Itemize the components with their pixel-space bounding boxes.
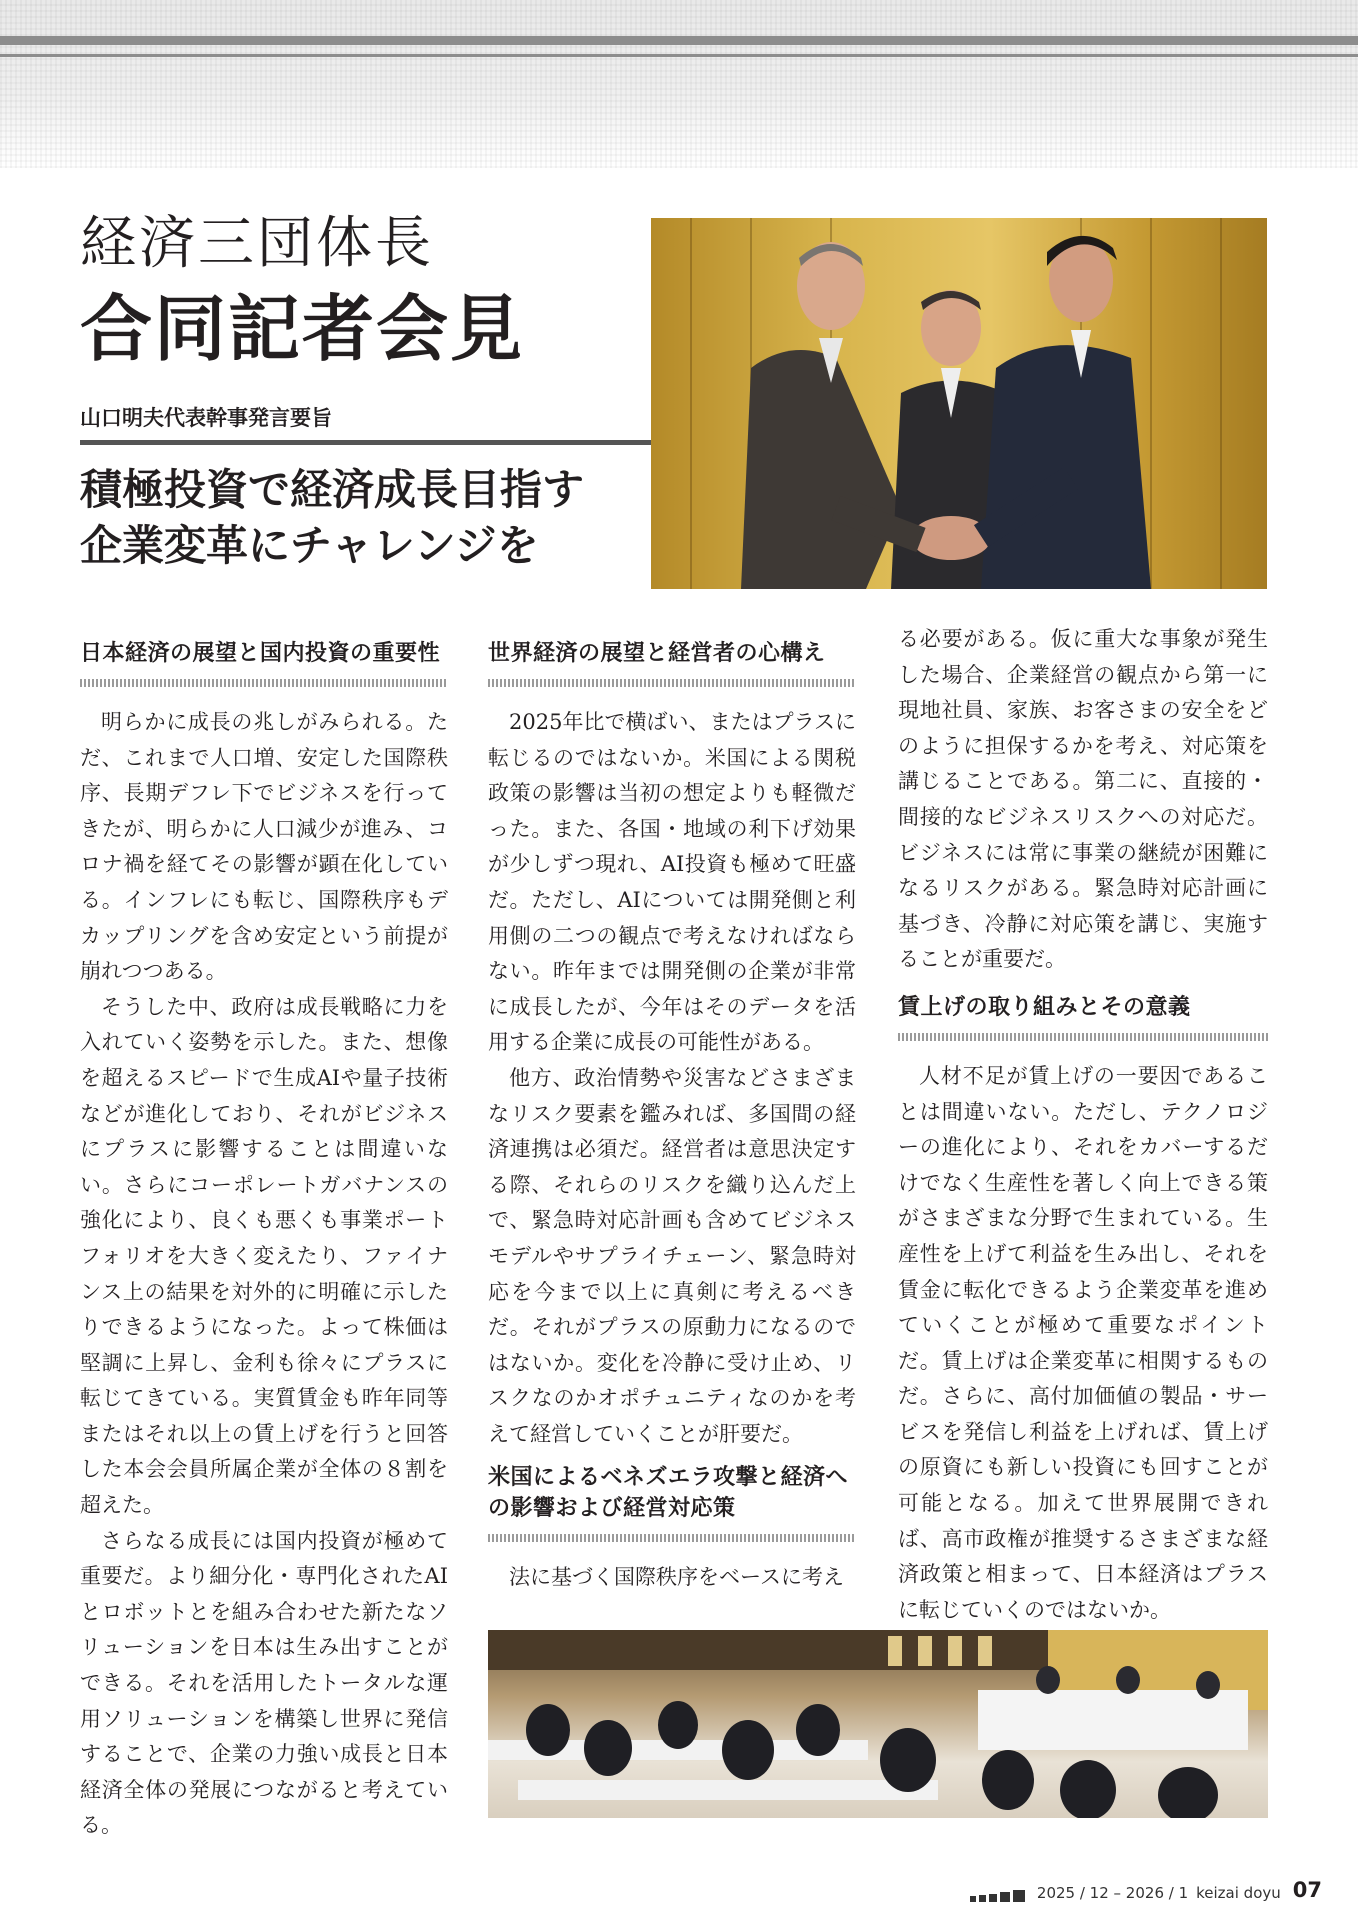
article-title-line1: 経済三団体長 xyxy=(80,211,434,276)
publication-name: keizai doyu xyxy=(1196,1884,1281,1902)
page-number: 07 xyxy=(1292,1878,1322,1902)
section-heading: 世界経済の展望と経営者の心構え xyxy=(488,641,826,666)
subhead-divider xyxy=(80,440,652,445)
section xyxy=(898,992,1268,1629)
section-divider xyxy=(488,679,856,687)
article-subhead: 山口明夫代表幹事発言要旨 xyxy=(80,406,332,430)
paragraph-continued: る必要がある。仮に重大な事象が発生した場合、企業経営の観点から第一に現地社員、家族、お客さまの安全をどのように担保するかを考え、対応策を講じることである。第二に、直接的・間接的なビジネスリスクへの対応だ。ビジネスには常に事業の継続が困難になるリスクがある。緊急時対応計画に基づき、冷静に対応策を講じ、実施することが重要だ。 xyxy=(898,627,1268,972)
footer-square-icons xyxy=(970,1890,1025,1902)
paragraph: さらなる成長には国内投資が極めて重要だ。より細分化・専門化されたAIとロボットとを組み合わせた新たなソリューションを日本は生み出すことができる。それを活用したトータルな運用ソリューションを構築し世界に発信することで、企業の力強い成長と日本経済全体の発展につながると考えている。 xyxy=(80,1528,448,1838)
section-divider xyxy=(80,679,448,687)
article-column-1 xyxy=(80,628,448,1844)
banner-stripe xyxy=(0,54,1358,57)
article-deck xyxy=(80,462,652,574)
issue-date: 2025 / 12 – 2026 / 1 xyxy=(1036,1884,1189,1902)
article-title-line2: 合同記者会見 xyxy=(80,287,525,371)
section-divider xyxy=(488,1534,856,1542)
deck-line2: 企業変革にチャレンジを xyxy=(80,521,539,570)
section-heading: 賃上げの取り組みとその意義 xyxy=(898,994,1191,1020)
paragraph: 法に基づく国際秩序をベースに考え xyxy=(509,1565,844,1590)
article-column-2 xyxy=(488,628,856,1596)
press-conference-photo xyxy=(488,1630,1268,1818)
page-footer xyxy=(970,1878,1322,1902)
paragraph: 明らかに成長の兆しがみられる。ただ、これまで人口増、安定した国際秩序、長期デフレ下でビジネスを行ってきたが、明らかに人口減少が進み、コロナ禍を経てその影響が顕在化している。インフレにも転じ、国際秩序もデカップリングを含め安定という前提が崩れつつある。 xyxy=(80,710,448,984)
section-divider xyxy=(898,1033,1268,1041)
section xyxy=(488,638,856,1452)
section xyxy=(80,638,448,1844)
deck-line1: 積極投資で経済成長目指す xyxy=(80,465,585,514)
section-heading: 米国によるベネズエラ攻撃と経済への影響および経営対応策 xyxy=(488,1465,849,1522)
paragraph: そうした中、政府は成長戦略に力を入れていく姿勢を示した。また、想像を超えるスピードで生成AIや量子技術などが進化しており、それがビジネスにプラスに影響することは間違いない。さらにコーポレートガバナンスの強化により、良くも悪くも事業ポートフォリオを大きく変えたり、ファイナンス上の結果を対外的に明確に示したりできるようになった。よって株価は堅調に上昇し、金利も徐々にプラスに転じてきている。実質賃金も昨年同等またはそれ以上の賃上げを行うと回答した本会会員所属企業が全体の８割を超えた。 xyxy=(80,994,448,1518)
paragraph: 他方、政治情勢や災害などさまざまなリスク要素を鑑みれば、多国間の経済連携は必須だ。経営者は意思決定する際、それらのリスクを織り込んだ上で、緊急時対応計画も含めてビジネスモデルやサプライチェーン、緊急時対応を今まで以上に真剣に考えるべきだ。それがプラスの原動力になるのではないか。変化を冷静に受け止め、リスクなのかオポチュニティなのかを考えて経営していくことが肝要だ。 xyxy=(488,1065,856,1446)
top-banner xyxy=(0,0,1358,168)
section-heading: 日本経済の展望と国内投資の重要性 xyxy=(80,641,441,666)
article-column-3 xyxy=(898,622,1268,1628)
section xyxy=(488,1462,856,1596)
paragraph: 2025年比で横ばい、またはプラスに転じるのではないか。米国による関税政策の影響は当初の想定よりも軽微だった。また、各国・地域の利下げ効果が少しずつ現れ、AI投資も極めて旺盛だ。ただし、AIについては開発側と利用側の二つの観点で考えなければならない。昨年までは開発側の企業が非常に成長したが、今年はそのデータを活用する企業に成長の可能性がある。 xyxy=(488,710,856,1055)
paragraph: 人材不足が賃上げの一要因であることは間違いない。ただし、テクノロジーの進化により、それをカバーするだけでなく生産性を著しく向上できる策がさまざまな分野で生まれている。生産性を上げて利益を生み出し、それを賃金に転化できるよう企業変革を進めていくことが極めて重要なポイントだ。賃上げは企業変革に相関するものだ。さらに、高付加価値の製品・サービスを発信し利益を上げれば、賃上げの原資にも新しい投資にも回すことが可能となる。加えて世界展開できれば、高市政権が推奨するさまざまな経済政策と相まって、日本経済はプラスに転じていくのではないか。 xyxy=(898,1063,1268,1622)
banner-stripe xyxy=(0,36,1358,45)
leaders-handshake-photo xyxy=(651,218,1267,589)
